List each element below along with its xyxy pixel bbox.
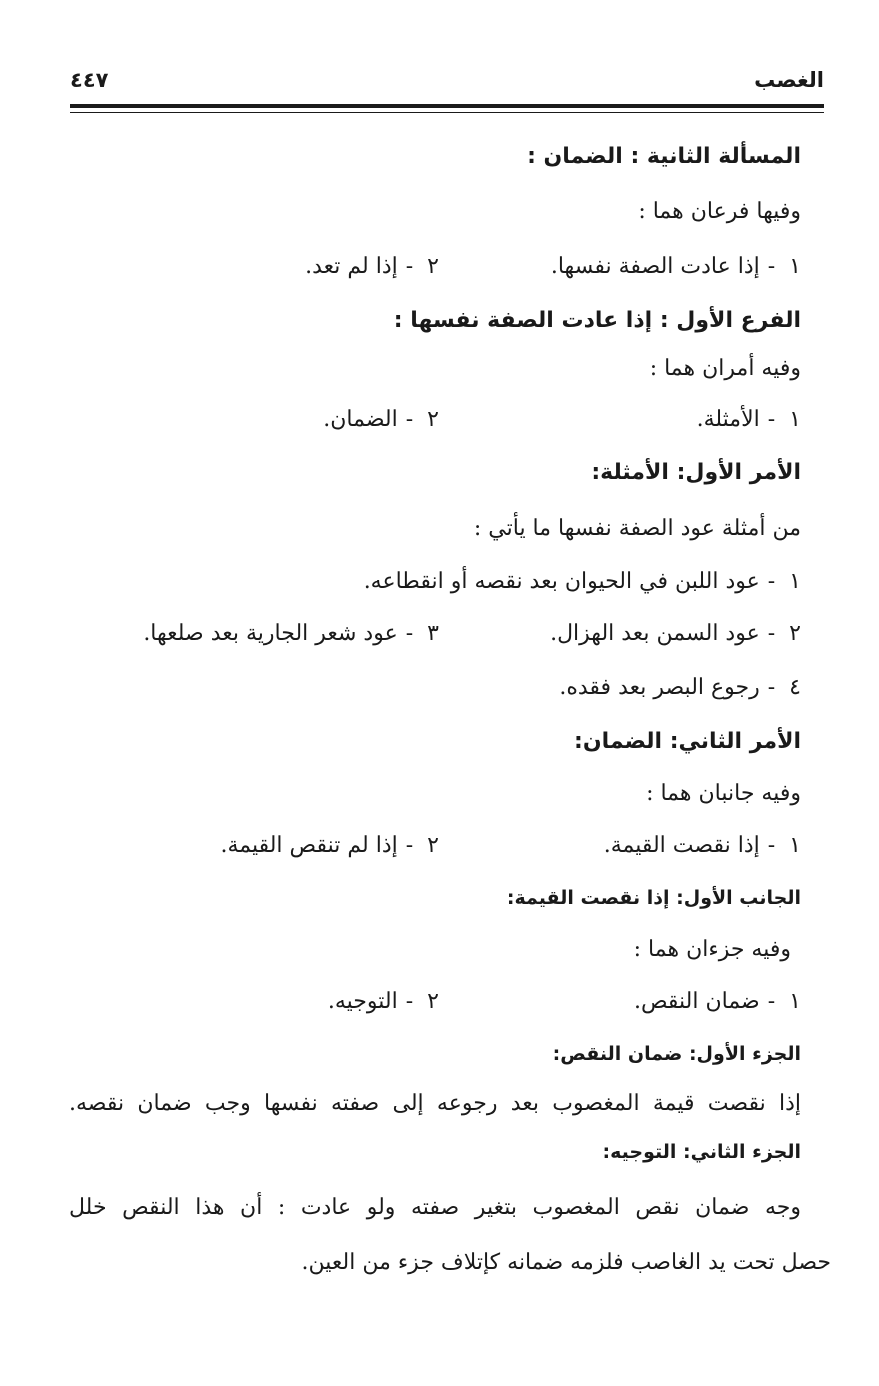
body-paragraph-line: وجه ضمان نقص المغصوب بتغير صفته ولو عادت : أن هذا النقص خلل bbox=[69, 1195, 801, 1220]
list-number: ٢ bbox=[789, 621, 801, 646]
header-rule-thin bbox=[70, 112, 824, 113]
list-text: إذا نقصت القيمة. bbox=[603, 833, 760, 858]
list-text: عود اللبن في الحيوان بعد نقصه أو انقطاعه. bbox=[363, 569, 760, 594]
list-number: ٤ bbox=[789, 675, 801, 700]
list-text: عود شعر الجارية بعد صلعها. bbox=[143, 621, 398, 646]
list-item: ١-الأمثلة. bbox=[697, 405, 801, 435]
list-item: ٢-عود السمن بعد الهزال. bbox=[550, 619, 801, 649]
list-text: التوجيه. bbox=[327, 989, 398, 1014]
intro-paragraph: وفيه جزءان هما : bbox=[633, 937, 791, 962]
list-text: الضمان. bbox=[323, 407, 398, 432]
side-heading: الجانب الأول: إذا نقصت القيمة: bbox=[506, 887, 801, 909]
intro-paragraph: وفيه أمران هما : bbox=[649, 356, 801, 381]
list-text: إذا لم تنقص القيمة. bbox=[220, 833, 398, 858]
header-rule-thick bbox=[70, 104, 824, 108]
list-item: ١-ضمان النقص. bbox=[634, 987, 801, 1017]
intro-paragraph: من أمثلة عود الصفة نفسها ما يأتي : bbox=[473, 516, 801, 541]
list-number: ١ bbox=[789, 833, 801, 858]
list-item: ١-إذا نقصت القيمة. bbox=[604, 831, 801, 861]
list-item: ٢-التوجيه. bbox=[328, 987, 439, 1017]
chapter-title: الغصب bbox=[754, 68, 824, 92]
list-item: ١-عود اللبن في الحيوان بعد نقصه أو انقطاعه. bbox=[364, 567, 801, 597]
list-number: ١ bbox=[789, 254, 801, 279]
list-number: ٢ bbox=[427, 254, 439, 279]
list-text: ضمان النقص. bbox=[633, 989, 760, 1014]
part-heading: الجزء الأول: ضمان النقص: bbox=[552, 1043, 801, 1065]
matter-heading: الأمر الثاني: الضمان: bbox=[574, 729, 801, 754]
body-paragraph: إذا نقصت قيمة المغصوب بعد رجوعه إلى صفته نفسها وجب ضمان نقصه. bbox=[69, 1091, 801, 1116]
body-paragraph-line: حصل تحت يد الغاصب فلزمه ضمانه كإتلاف جزء من العين. bbox=[301, 1250, 831, 1275]
intro-paragraph: وفيه جانبان هما : bbox=[646, 781, 801, 806]
intro-paragraph: وفيها فرعان هما : bbox=[638, 199, 801, 224]
list-number: ٣ bbox=[427, 621, 439, 646]
part-heading: الجزء الثاني: التوجيه: bbox=[602, 1141, 801, 1163]
list-item: ٢-إذا لم تعد. bbox=[305, 252, 439, 282]
list-number: ١ bbox=[789, 407, 801, 432]
list-number: ١ bbox=[789, 569, 801, 594]
list-item: ٤-رجوع البصر بعد فقده. bbox=[559, 673, 801, 703]
list-item: ٢-إذا لم تنقص القيمة. bbox=[220, 831, 439, 861]
list-item: ١-إذا عادت الصفة نفسها. bbox=[551, 252, 801, 282]
list-number: ٢ bbox=[427, 833, 439, 858]
list-text: إذا عادت الصفة نفسها. bbox=[550, 254, 760, 279]
running-head bbox=[70, 68, 824, 100]
list-item: ٣-عود شعر الجارية بعد صلعها. bbox=[143, 619, 439, 649]
section-heading: المسألة الثانية : الضمان : bbox=[527, 144, 801, 169]
page-number: ٤٤٧ bbox=[70, 68, 109, 92]
list-text: عود السمن بعد الهزال. bbox=[550, 621, 760, 646]
list-text: الأمثلة. bbox=[696, 407, 760, 432]
list-text: رجوع البصر بعد فقده. bbox=[559, 675, 760, 700]
list-item: ٢-الضمان. bbox=[323, 405, 439, 435]
branch-heading: الفرع الأول : إذا عادت الصفة نفسها : bbox=[393, 308, 801, 333]
list-text: إذا لم تعد. bbox=[305, 254, 398, 279]
list-number: ٢ bbox=[427, 407, 439, 432]
list-number: ١ bbox=[789, 989, 801, 1014]
list-number: ٢ bbox=[427, 989, 439, 1014]
matter-heading: الأمر الأول: الأمثلة: bbox=[591, 460, 801, 485]
